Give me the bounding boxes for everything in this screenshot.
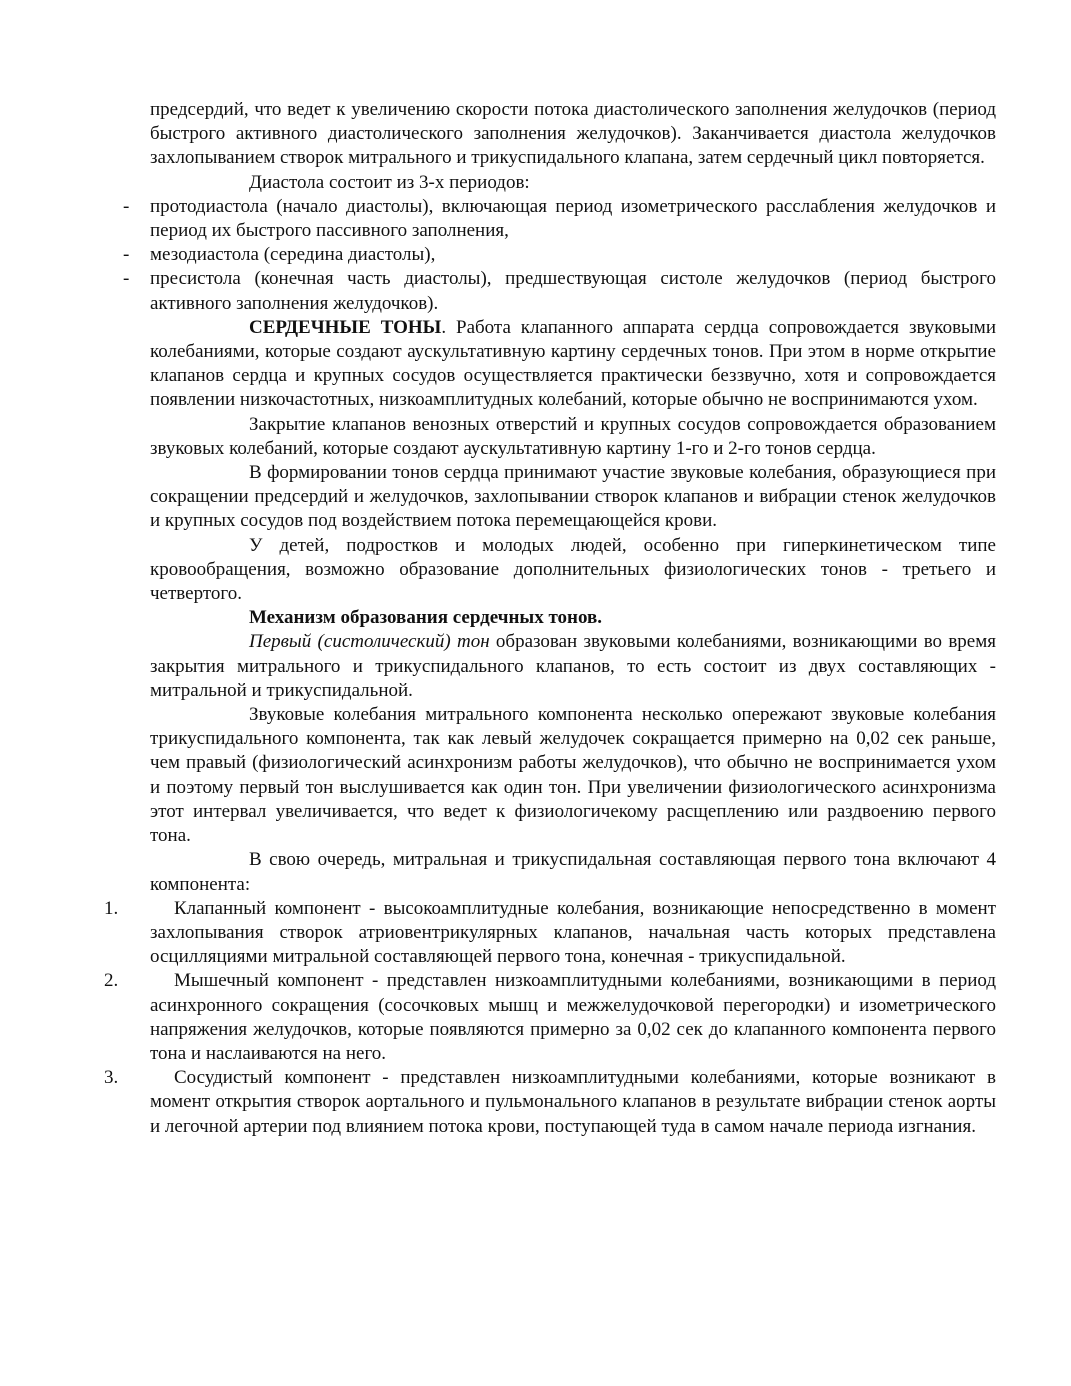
list-item-text: Сосудистый компонент - представлен низкоамплитудными колебаниями, которые возникают в момент открытия створок аортального и пульмонального клапанов в результате вибрации стенок аорты и легочной артерии под влиянием потока крови, поступающей туда в самом начале периода изгнания. bbox=[150, 1067, 996, 1137]
list-item-text: протодиастола (начало диастолы), включающая период изометрического расслабления желудочков и период их быстрого пассивного заполнения, bbox=[150, 195, 996, 242]
list-number: 1. bbox=[104, 897, 119, 919]
paragraph-four-components-intro: В свою очередь, митральная и трикуспидальная составляющая первого тона включают 4 компонента: bbox=[150, 849, 996, 895]
list-number: 3. bbox=[104, 1067, 119, 1089]
paragraph-heart-sounds bbox=[150, 316, 996, 413]
list-item-text: пресистола (конечная часть диастолы), предшествующая систоле желудочков (период быстрого активного заполнения желудочков). bbox=[150, 268, 996, 314]
section-title-heart-sounds: СЕРДЕЧНЫЕ ТОНЫ bbox=[249, 316, 442, 338]
section-heading-mechanism: Механизм образования сердечных тонов. bbox=[249, 607, 603, 629]
list-bullet: - bbox=[123, 195, 130, 217]
list-item-text: Клапанный компонент - высокоамплитудные колебания, возникающие непосредственно в момент захлопывания створок атриовентрикулярных клапанов, начальная часть которых представлена осцилляциями митральной составляющей первого тона, конечная - трикуспидальной. bbox=[150, 897, 996, 968]
first-tone-components-list bbox=[104, 897, 996, 1139]
list-item-text: Мышечный компонент - представлен низкоамплитудными колебаниями, возникающими в период асинхронного сокращения (сосочковых мышц и межжелудочковой перегородки) и изометрического напряжения желудочков, которые появляются примерно за 0,02 сек до клапанного компонента первого тона и наслаиваются на него. bbox=[150, 970, 996, 1064]
list-item bbox=[104, 1066, 996, 1139]
term-first-tone: Первый (систолический) тон bbox=[249, 631, 490, 653]
paragraph-sound-formation: В формировании тонов сердца принимают участие звуковые колебания, образующиеся при сокращении предсердий и желудочков, захлопывании створок клапанов и вибрации стенок желудочков и крупных сосудов под воздействием потока перемещающейся крови. bbox=[150, 462, 996, 532]
paragraph-diastole-periods-intro: Диастола состоит из 3-х периодов: bbox=[249, 171, 530, 193]
list-bullet: - bbox=[123, 244, 130, 266]
diastole-periods-list bbox=[123, 195, 996, 316]
list-bullet: - bbox=[123, 268, 130, 290]
list-number: 2. bbox=[104, 970, 119, 992]
paragraph-valve-closure: Закрытие клапанов венозных отверстий и крупных сосудов сопровождается образованием звуковых колебаний, которые создают аускультативную картину 1-го и 2-го тонов сердца. bbox=[150, 413, 996, 459]
paragraph-first-tone bbox=[150, 630, 996, 703]
paragraph-text: . Работа клапанного аппарата сердца сопровождается звуковыми колебаниями, которые создают аускультативную картину сердечных тонов. При этом в норме открытие клапанов сердца и крупных сосудов осуществляется практически беззвучно, хотя и сопровождается появлении низкочастотных, низкоамплитудных колебаний, которые обычно не воспринимаются ухом. bbox=[150, 316, 996, 411]
list-item bbox=[123, 243, 996, 267]
list-item bbox=[104, 897, 996, 970]
paragraph-diastole-end: предсердий, что ведет к увеличению скорости потока диастолического заполнения желудочков (период быстрого активного диастолического заполнения желудочков). Заканчивается диастола желудочков захлопыванием створок митрального и трикуспидального клапана, затем сердечный цикл повторяется. bbox=[150, 99, 996, 169]
list-item-text: мезодиастола (середина диастолы), bbox=[150, 244, 436, 266]
list-item bbox=[123, 267, 996, 315]
document-page bbox=[104, 98, 996, 1139]
list-item bbox=[104, 969, 996, 1066]
paragraph-text: образован звуковыми колебаниями, возникающими во время закрытия митрального и трикуспидального клапанов, то есть состоит из двух составляющих - митральной и трикуспидальной. bbox=[150, 631, 996, 701]
list-item bbox=[123, 195, 996, 243]
paragraph-asynchronism: Звуковые колебания митрального компонента несколько опережают звуковые колебания трикуспидального компонента, так как левый желудочек сокращается примерно на 0,02 сек раньше, чем правый (физиологический асинхронизм работы желудочков), что обычно не воспринимается ухом и поэтому первый тон выслушивается как один тон. При увеличении физиологического асинхронизма этот интервал увеличивается, что ведет к физиологичекому расщеплению или раздвоению первого тона. bbox=[150, 704, 996, 847]
paragraph-additional-tones: У детей, подростков и молодых людей, особенно при гиперкинетическом типе кровообращения, возможно образование дополнительных физиологических тонов - третьего и четвертого. bbox=[150, 534, 996, 605]
